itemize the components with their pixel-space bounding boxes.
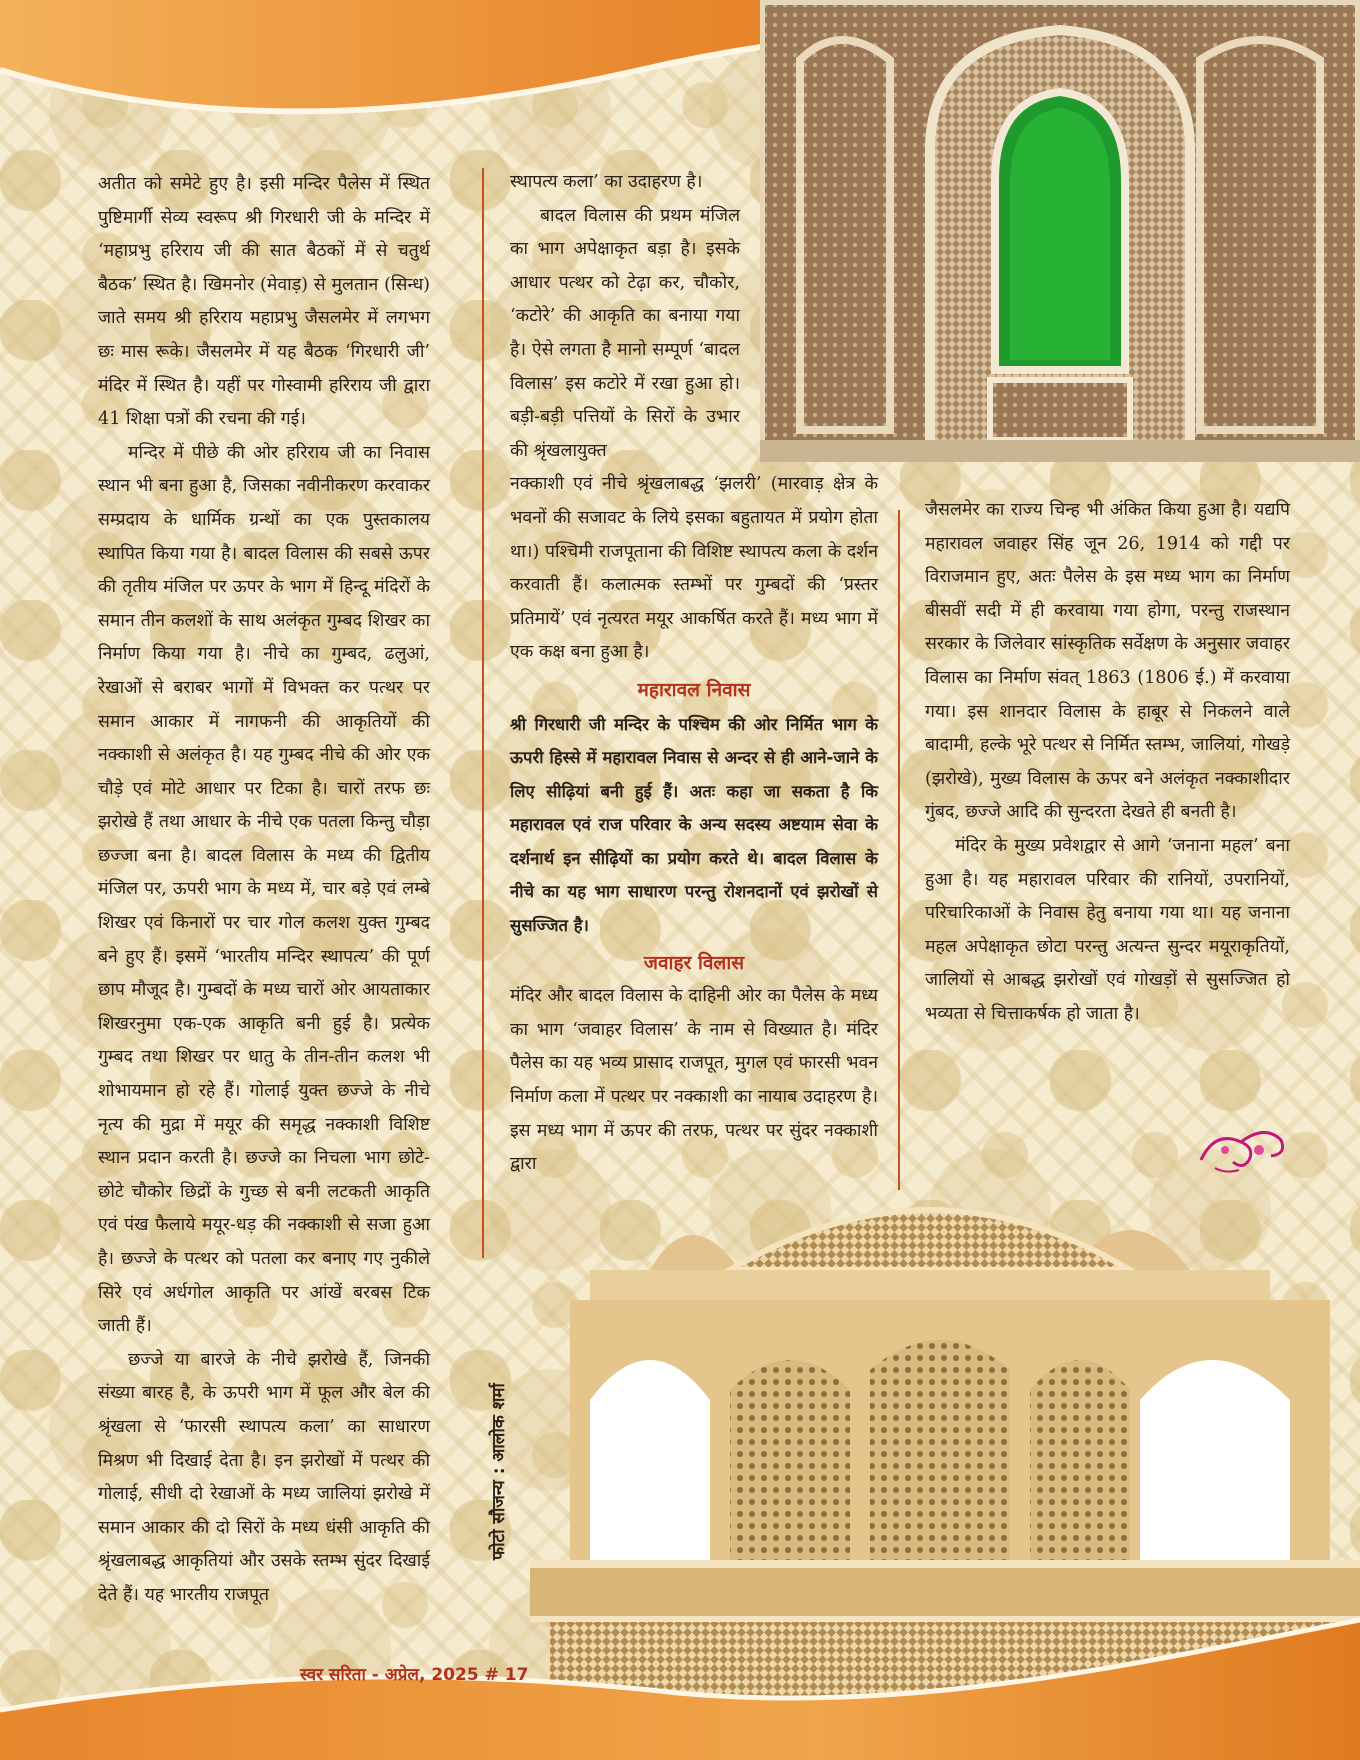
paragraph: नक्काशी एवं नीचे श्रृंखलाबद्ध ‘झलरी’ (मारवाड़ क्षेत्र के भवनों की सजावट के लिये इसका बहुतायत में प्रयोग होता था।) पश्चिमी राजपूताना की विशिष्ट स्थापत्य कला के दर्शन करवाती हैं। कलात्मक स्तम्भों पर गुम्बदों की ‘प्रस्तर प्रतिमायें’ एवं नृत्यरत मयूर आकर्षित करते हैं। मध्य भाग में एक कक्ष बना हुआ है। xyxy=(510,474,878,663)
paragraph: जैसलमेर का राज्य चिन्ह भी अंकित किया हुआ है। यद्यपि महारावल जवाहर सिंह जून 26, 1914 को गद्दी पर विराजमान हुए, अतः पैलेस के इस मध्य भाग का निर्माण बीसवीं सदी में ही करवाया गया होगा, परन्तु राजस्थान सरकार के जिलेवार सांस्कृतिक सर्वेक्षण के अनुसार जवाहर विलास का निर्माण संवत् 1863 (1806 ई.) में करवाया गया। इस शानदार विलास के हाबूर से निकलने वाले बादामी, हल्के भूरे पत्थर से निर्मित स्तम्भ, जालियां, गोखड़े (झरोखे), मुख्य विलास के ऊपर बने अलंकृत नक्काशीदार गुंबद, छज्जे आदि की सुन्दरता देखते ही बनती है। xyxy=(925,500,1290,823)
paragraph: मंदिर के मुख्य प्रवेशद्वार से आगे ‘जनाना महल’ बना हुआ है। यह महारावल परिवार की रानियों, उपरानियों, परिचारिकाओं के निवास हेतु बनाया गया था। यह जनाना महल अपेक्षाकृत छोटा परन्तु अत्यन्त सुन्दर मयूराकृतियों, जालियों से आबद्ध झरोखों एवं गोखड़ों से सुसज्जित हो भव्यता से चित्ताकर्षक हो जाता है। xyxy=(925,835,1290,1024)
section-heading-maharawal-niwas: महारावल निवास xyxy=(637,678,751,701)
paragraph: स्थापत्य कला’ का उदाहरण है। xyxy=(510,172,703,192)
page-footer xyxy=(300,1662,528,1685)
article-column-1 xyxy=(98,168,430,1613)
bottom-wave-decoration xyxy=(0,1560,1360,1760)
paragraph: मंदिर और बादल विलास के दाहिनी ओर का पैलेस के मध्य का भाग ‘जवाहर विलास’ के नाम से विख्यात है। मंदिर पैलेस का यह भव्य प्रासाद राजपूत, मुगल एवं फारसी भवन निर्माण कला में पत्थर पर नक्काशी का नायाब उदाहरण है। इस मध्य भाग में ऊपर की तरफ, पत्थर पर सुंदर नक्काशी द्वारा xyxy=(510,986,878,1175)
column-divider-right xyxy=(898,510,900,1190)
section-heading-jawahar-vilas: जवाहर विलास xyxy=(643,951,745,974)
page-number: # 17 xyxy=(484,1665,529,1685)
paragraph: मन्दिर में पीछे की ओर हरिराय जी का निवास स्थान भी बना हुआ है, जिसका नवीनीकरण करवाकर सम्प्रदाय के धार्मिक ग्रन्थों का एक पुस्तकालय स्थापित किया गया है। बादल विलास की सबसे ऊपर की तृतीय मंजिल पर ऊपर के भाग में हिन्दू मंदिरों के समान तीन कलशों के साथ अलंकृत गुम्बद शिखर का निर्माण किया गया है। नीचे का गुम्बद, ढलुआं, रेखाओं से बराबर भागों में विभक्त कर पत्थर पर समान आकार में नागफनी की आकृतियों की नक्काशी से अलंकृत है। यह गुम्बद नीचे की ओर एक चौड़े एवं मोटे आधार पर टिका है। चारों तरफ छः झरोखे हैं तथा आधार के नीचे एक पतला किन्तु चौड़ा छज्जा बना है। बादल विलास के मध्य की द्वितीय मंजिल पर, ऊपरी भाग के मध्य में, चार बड़े एवं लम्बे शिखर एवं किनारों पर चार गोल कलश युक्त गुम्बद बने हुए हैं। इसमें ‘भारतीय मन्दिर स्थापत्य’ की पूर्ण छाप मौजूद है। गुम्बदों के मध्य चारों ओर आयताकार शिखरनुमा एक-एक आकृति बनी हुई है। प्रत्येक गुम्बद तथा शिखर पर धातु के तीन-तीन कलश भी शोभायमान हो रहे हैं। गोलाई युक्त छज्जे के नीचे नृत्य की मुद्रा में मयूर की समृद्ध नक्काशी विशिष्ट स्थान प्रदान करती है। छज्जे का निचला भाग छोटे-छोटे चौकोर छिद्रों के गुच्छ से बनी लटकती आकृति एवं पंख फैलाये मयूर-धड़ की नक्काशी से सजा हुआ है। छज्जे के पत्थर को पतला कर बनाए गए नुकीले सिरे एवं अर्धगोल आकृति पर आंखें बरबस टिक जाती हैं। xyxy=(98,442,430,1337)
column-divider-left xyxy=(482,168,484,1258)
paragraph-bold: श्री गिरधारी जी मन्दिर के पश्चिम की ओर निर्मित भाग के ऊपरी हिस्से में महारावल निवास से अन्दर से ही आने-जाने के लिए सीढ़ियां बनी हुई हैं। अतः कहा जा सकता है कि महारावल एवं राज परिवार के अन्य सदस्य अष्टयाम सेवा के दर्शनार्थ इन सीढ़ियों का प्रयोग करते थे। बादल विलास के नीचे का यह भाग साधारण परन्तु रोशनदानों एवं झरोखों से सुसज्जित है। xyxy=(510,714,878,936)
paragraph: अतीत को समेटे हुए है। इसी मन्दिर पैलेस में स्थित पुष्टिमार्गी सेव्य स्वरूप श्री गिरधारी जी के मन्दिर में ‘महाप्रभु हरिराय जी की सात बैठकों में से चतुर्थ बैठक’ स्थित है। खिमनोर (मेवाड़) से मुलतान (सिन्ध) जाते समय श्री हरिराय महाप्रभु जैसलमेर में लगभग छः मास रूके। जैसलमेर में यह बैठक ‘गिरधारी जी’ मंदिर में स्थित है। यहीं पर गोस्वामी हरिराय जी द्वारा 41 शिक्षा पत्रों की रचना की गई। xyxy=(98,174,430,430)
paragraph: बादल विलास की प्रथम मंजिल का भाग अपेक्षाकृत बड़ा है। इसके आधार पत्थर को टेढ़ा कर, चौकोर, ‘कटोरे’ की आकृति का बनाया गया है। ऐसे लगता है मानो सम्पूर्ण ‘बादल विलास’ इस कटोरे में रखा हुआ हो। बड़ी-बड़ी पत्तियों के सिरों के उभार की श्रृंखलायुक्त xyxy=(510,205,740,461)
article-column-3 xyxy=(925,494,1290,1032)
paragraph: छज्जे या बारजे के नीचे झरोखे हैं, जिनकी संख्या बारह है, के ऊपरी भाग में फूल और बेल की श्रृंखला से ‘फारसी स्थापत्य कला’ का साधारण मिश्रण भी दिखाई देता है। इन झरोखों में पत्थर की गोलाई, सीधी दो रेखाओं के मध्य जालियां झरोखे में समान आकार की दो सिरों के मध्य धंसी आकृति की श्रृंखलाबद्ध आकृतियां और उसके स्तम्भ सुंदर दिखाई देते हैं। यह भारतीय राजपूत xyxy=(98,1349,430,1605)
article-column-2 xyxy=(510,166,878,1182)
photo-credit: फोटो सौजन्य : आलोक शर्मा xyxy=(489,1383,509,1560)
magazine-issue: स्वर सरिता - अप्रेल, 2025 xyxy=(300,1665,479,1685)
